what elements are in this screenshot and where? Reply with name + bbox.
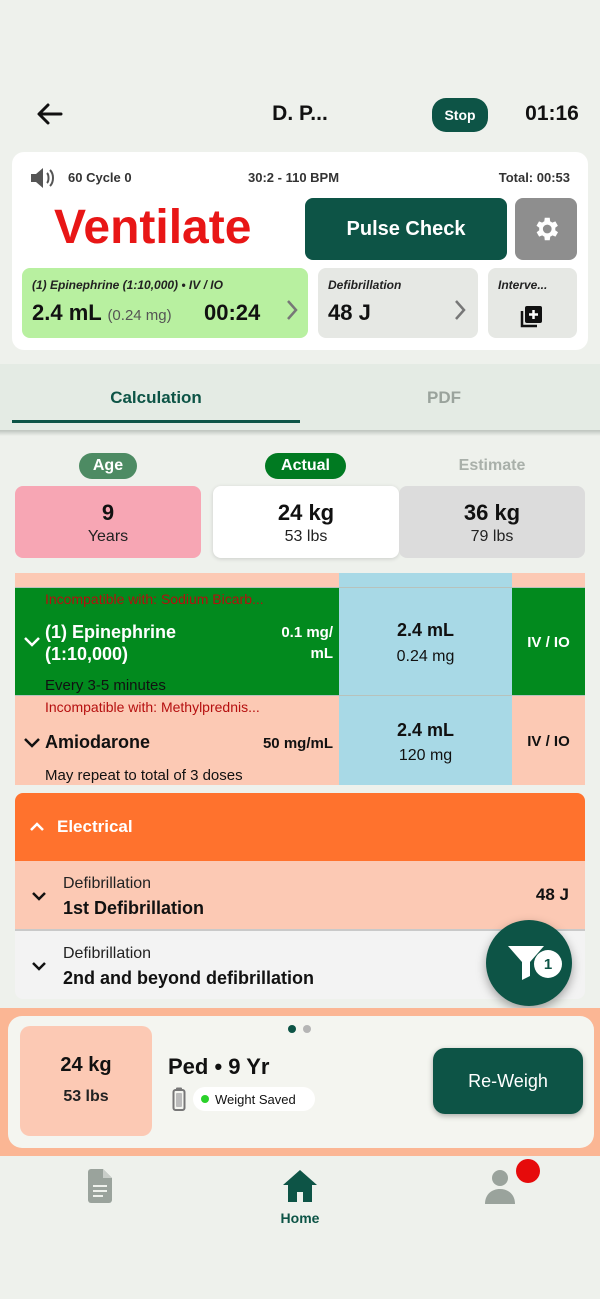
dose-mg: 0.24 mg bbox=[396, 648, 455, 665]
age-value: 9 bbox=[101, 500, 115, 525]
chevron-right-icon bbox=[452, 298, 468, 322]
patient-weight-card[interactable] bbox=[20, 1026, 152, 1136]
drug-row-epinephrine[interactable] bbox=[15, 587, 585, 695]
settings-button[interactable] bbox=[515, 198, 577, 260]
interventions-tile-label: Interve... bbox=[498, 278, 548, 292]
actual-weight-box[interactable] bbox=[213, 486, 399, 558]
battery-icon bbox=[172, 1087, 186, 1111]
defibrillation-label: 2nd and beyond defibrillation bbox=[63, 968, 315, 988]
chevron-down-icon bbox=[31, 961, 47, 973]
document-icon[interactable] bbox=[86, 1168, 114, 1204]
age-pill[interactable]: Age bbox=[79, 453, 137, 479]
tab-bar bbox=[0, 364, 600, 432]
weight-saved-badge bbox=[193, 1087, 315, 1111]
tab-underline bbox=[12, 420, 300, 423]
epinephrine-tile-label: (1) Epinephrine (1:10,000) • IV / IO bbox=[32, 278, 223, 292]
age-box[interactable] bbox=[15, 486, 201, 558]
defibrillation-energy: 48 J bbox=[535, 885, 569, 904]
chevron-down-icon[interactable] bbox=[23, 737, 41, 749]
chevron-up-icon bbox=[29, 820, 45, 832]
drug-table-top-dose bbox=[339, 573, 512, 587]
cpr-card bbox=[12, 152, 588, 350]
speaker-icon[interactable] bbox=[28, 166, 56, 190]
stop-button[interactable]: Stop bbox=[432, 98, 488, 132]
compression-rate: 30:2 - 110 BPM bbox=[248, 170, 340, 185]
tab-calculation[interactable]: Calculation bbox=[110, 388, 202, 407]
estimate-kg: 36 kg bbox=[463, 500, 521, 525]
chevron-down-icon[interactable] bbox=[23, 636, 41, 648]
drug-concentration: 50 mg/mL bbox=[262, 735, 333, 752]
add-intervention-icon bbox=[518, 304, 544, 330]
tabs-shadow bbox=[0, 430, 600, 436]
nav-home-label[interactable]: Home bbox=[280, 1210, 320, 1226]
actual-pill[interactable]: Actual bbox=[265, 453, 346, 479]
gear-icon bbox=[531, 214, 561, 244]
actual-kg: 24 kg bbox=[277, 500, 335, 525]
epinephrine-tile[interactable] bbox=[22, 268, 308, 338]
drug-route: IV / IO bbox=[527, 733, 570, 750]
notification-badge bbox=[516, 1159, 540, 1183]
patient-lbs: 53 lbs bbox=[63, 1088, 109, 1105]
chevron-right-icon bbox=[284, 298, 300, 322]
interventions-tile[interactable] bbox=[488, 268, 577, 338]
cpr-status: Ventilate bbox=[54, 201, 252, 254]
defibrillation-row-1[interactable] bbox=[15, 861, 585, 929]
dose-ml: 2.4 mL bbox=[396, 720, 455, 740]
defibrillation-type: Defibrillation bbox=[63, 945, 152, 962]
page-indicator-dots bbox=[287, 1024, 315, 1034]
epinephrine-tile-dose bbox=[32, 300, 172, 326]
epinephrine-dose-mg: (0.24 mg) bbox=[107, 307, 172, 324]
electrical-section-header[interactable] bbox=[15, 793, 585, 861]
electrical-title: Electrical bbox=[57, 817, 133, 836]
defibrillation-label: 1st Defibrillation bbox=[63, 898, 205, 918]
patient-kg: 24 kg bbox=[60, 1054, 112, 1076]
bottom-nav bbox=[0, 1156, 600, 1299]
chevron-down-icon bbox=[31, 891, 47, 903]
cycle-counter: 60 Cycle 0 bbox=[68, 170, 132, 185]
dose-mg: 120 mg bbox=[398, 747, 453, 764]
drug-note: May repeat to total of 3 doses bbox=[45, 767, 243, 784]
total-time: Total: 00:53 bbox=[498, 170, 570, 185]
estimate-pill[interactable]: Estimate bbox=[458, 457, 526, 474]
dose-ml: 2.4 mL bbox=[396, 620, 455, 640]
drug-concentration: 0.1 mg/ mL bbox=[281, 624, 333, 662]
drug-name: (1) Epinephrine (1:10,000) bbox=[45, 622, 177, 664]
drug-name: Amiodarone bbox=[45, 732, 151, 752]
actual-lbs: 53 lbs bbox=[284, 528, 328, 545]
patient-summary: Ped • 9 Yr bbox=[168, 1054, 270, 1079]
age-unit: Years bbox=[87, 528, 129, 545]
status-dot bbox=[201, 1095, 209, 1103]
home-icon[interactable] bbox=[281, 1168, 319, 1204]
dose-cell bbox=[339, 588, 512, 695]
pulse-check-button[interactable]: Pulse Check bbox=[305, 198, 507, 260]
epinephrine-dose-ml: 2.4 mL bbox=[32, 300, 102, 325]
drug-row-amiodarone[interactable] bbox=[15, 695, 585, 785]
incompatibility-warning: Incompatible with: Sodium Bicarb... bbox=[45, 591, 264, 607]
user-profile-icon[interactable] bbox=[484, 1168, 516, 1204]
weight-saved-label: Weight Saved bbox=[215, 1091, 296, 1107]
re-weigh-button[interactable]: Re-Weigh bbox=[433, 1048, 583, 1114]
estimate-weight-box[interactable] bbox=[399, 486, 585, 558]
patient-name: D. P... bbox=[272, 102, 328, 125]
defibrillation-tile-value: 48 J bbox=[328, 300, 371, 325]
defibrillation-type: Defibrillation bbox=[63, 875, 152, 892]
defibrillation-tile[interactable] bbox=[318, 268, 478, 338]
defibrillation-tile-label: Defibrillation bbox=[328, 278, 402, 292]
drug-route: IV / IO bbox=[527, 634, 570, 651]
filter-count-badge: 1 bbox=[534, 950, 562, 978]
drug-note: Every 3-5 minutes bbox=[45, 677, 166, 694]
elapsed-timer: 01:16 bbox=[525, 102, 579, 125]
epinephrine-timer: 00:24 bbox=[204, 300, 261, 325]
incompatibility-warning: Incompatible with: Methylprednis... bbox=[45, 699, 260, 715]
tab-pdf[interactable]: PDF bbox=[427, 388, 461, 407]
estimate-lbs: 79 lbs bbox=[470, 528, 514, 545]
